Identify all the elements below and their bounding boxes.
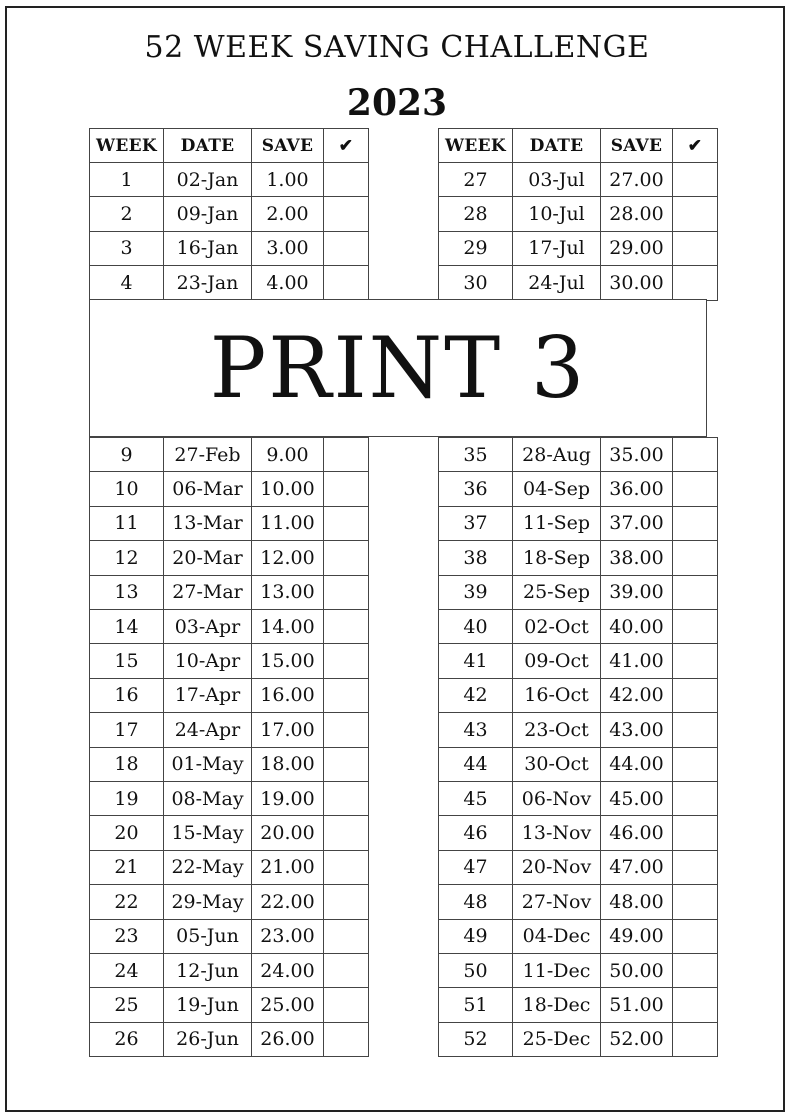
right-row-week: 40 — [438, 609, 513, 644]
left-row-save: 15.00 — [251, 643, 324, 678]
left-row-save: 20.00 — [251, 815, 324, 850]
right-row-date: 25-Dec — [512, 1022, 601, 1057]
right-row-checkbox[interactable] — [672, 884, 718, 919]
right-row-save: 40.00 — [600, 609, 673, 644]
right-row-save: 29.00 — [600, 231, 673, 266]
right-row-save: 50.00 — [600, 953, 673, 988]
right-row-date: 30-Oct — [512, 747, 601, 782]
right-row-checkbox[interactable] — [672, 437, 718, 472]
left-row-date: 10-Apr — [163, 643, 252, 678]
right-row-date: 09-Oct — [512, 643, 601, 678]
left-row-date: 06-Mar — [163, 471, 252, 506]
left-row-date: 16-Jan — [163, 231, 252, 266]
right-row-checkbox[interactable] — [672, 815, 718, 850]
right-row-checkbox[interactable] — [672, 575, 718, 610]
right-row-save: 44.00 — [600, 747, 673, 782]
right-header-week: WEEK — [438, 128, 513, 163]
left-row-week: 24 — [89, 953, 164, 988]
left-row-save: 12.00 — [251, 540, 324, 575]
right-row-date: 03-Jul — [512, 162, 601, 197]
left-row-date: 13-Mar — [163, 506, 252, 541]
left-row-week: 19 — [89, 781, 164, 816]
left-row-save: 21.00 — [251, 850, 324, 885]
left-header-week: WEEK — [89, 128, 164, 163]
right-row-date: 13-Nov — [512, 815, 601, 850]
right-row-checkbox[interactable] — [672, 643, 718, 678]
left-row-checkbox[interactable] — [323, 196, 369, 231]
right-row-date: 02-Oct — [512, 609, 601, 644]
left-row-date: 27-Feb — [163, 437, 252, 472]
left-row-week: 16 — [89, 678, 164, 713]
right-row-save: 30.00 — [600, 265, 673, 300]
left-row-save: 17.00 — [251, 712, 324, 747]
right-row-save: 45.00 — [600, 781, 673, 816]
left-row-checkbox[interactable] — [323, 471, 369, 506]
left-row-date: 02-Jan — [163, 162, 252, 197]
left-header-date: DATE — [163, 128, 252, 163]
left-row-date: 19-Jun — [163, 987, 252, 1022]
left-row-date: 20-Mar — [163, 540, 252, 575]
left-row-checkbox[interactable] — [323, 987, 369, 1022]
right-row-save: 27.00 — [600, 162, 673, 197]
left-row-week: 4 — [89, 265, 164, 300]
right-row-week: 29 — [438, 231, 513, 266]
right-row-date: 28-Aug — [512, 437, 601, 472]
right-row-week: 46 — [438, 815, 513, 850]
left-row-save: 22.00 — [251, 884, 324, 919]
left-row-checkbox[interactable] — [323, 781, 369, 816]
right-row-week: 35 — [438, 437, 513, 472]
right-row-date: 17-Jul — [512, 231, 601, 266]
left-row-save: 23.00 — [251, 919, 324, 954]
left-row-date: 15-May — [163, 815, 252, 850]
right-row-checkbox[interactable] — [672, 987, 718, 1022]
right-row-checkbox[interactable] — [672, 781, 718, 816]
right-row-week: 49 — [438, 919, 513, 954]
right-row-save: 48.00 — [600, 884, 673, 919]
left-row-date: 29-May — [163, 884, 252, 919]
left-row-checkbox[interactable] — [323, 643, 369, 678]
right-row-checkbox[interactable] — [672, 265, 718, 300]
right-row-save: 35.00 — [600, 437, 673, 472]
right-row-week: 41 — [438, 643, 513, 678]
left-row-save: 2.00 — [251, 196, 324, 231]
left-row-save: 3.00 — [251, 231, 324, 266]
left-row-date: 17-Apr — [163, 678, 252, 713]
right-row-date: 24-Jul — [512, 265, 601, 300]
right-row-date: 04-Dec — [512, 919, 601, 954]
left-row-week: 9 — [89, 437, 164, 472]
left-row-week: 2 — [89, 196, 164, 231]
right-header-date: DATE — [512, 128, 601, 163]
left-row-save: 14.00 — [251, 609, 324, 644]
left-row-week: 20 — [89, 815, 164, 850]
left-row-week: 14 — [89, 609, 164, 644]
left-row-week: 18 — [89, 747, 164, 782]
right-row-week: 37 — [438, 506, 513, 541]
left-row-checkbox[interactable] — [323, 540, 369, 575]
right-row-save: 47.00 — [600, 850, 673, 885]
right-row-week: 27 — [438, 162, 513, 197]
right-row-date: 25-Sep — [512, 575, 601, 610]
print-banner: PRINT 3 — [89, 299, 707, 437]
left-row-checkbox[interactable] — [323, 884, 369, 919]
left-row-checkbox[interactable] — [323, 437, 369, 472]
right-row-week: 48 — [438, 884, 513, 919]
left-row-checkbox[interactable] — [323, 712, 369, 747]
left-row-save: 11.00 — [251, 506, 324, 541]
left-row-week: 11 — [89, 506, 164, 541]
right-row-save: 42.00 — [600, 678, 673, 713]
right-row-date: 10-Jul — [512, 196, 601, 231]
left-row-save: 18.00 — [251, 747, 324, 782]
left-row-save: 13.00 — [251, 575, 324, 610]
right-row-date: 16-Oct — [512, 678, 601, 713]
right-row-week: 39 — [438, 575, 513, 610]
left-row-date: 23-Jan — [163, 265, 252, 300]
right-row-date: 06-Nov — [512, 781, 601, 816]
left-row-date: 24-Apr — [163, 712, 252, 747]
left-row-save: 24.00 — [251, 953, 324, 988]
left-row-checkbox[interactable] — [323, 953, 369, 988]
year-heading: 2023 — [346, 82, 448, 124]
left-row-date: 22-May — [163, 850, 252, 885]
left-row-checkbox[interactable] — [323, 162, 369, 197]
right-row-save: 43.00 — [600, 712, 673, 747]
left-row-date: 08-May — [163, 781, 252, 816]
left-row-week: 13 — [89, 575, 164, 610]
right-row-date: 23-Oct — [512, 712, 601, 747]
left-row-week: 3 — [89, 231, 164, 266]
right-row-week: 36 — [438, 471, 513, 506]
left-row-checkbox[interactable] — [323, 265, 369, 300]
right-row-save: 46.00 — [600, 815, 673, 850]
right-row-checkbox[interactable] — [672, 609, 718, 644]
right-row-week: 51 — [438, 987, 513, 1022]
right-row-checkbox[interactable] — [672, 506, 718, 541]
right-row-checkbox[interactable] — [672, 919, 718, 954]
left-row-week: 12 — [89, 540, 164, 575]
right-row-week: 28 — [438, 196, 513, 231]
right-row-save: 36.00 — [600, 471, 673, 506]
left-row-date: 05-Jun — [163, 919, 252, 954]
left-row-save: 9.00 — [251, 437, 324, 472]
left-row-checkbox[interactable] — [323, 231, 369, 266]
left-row-save: 25.00 — [251, 987, 324, 1022]
left-row-checkbox[interactable] — [323, 919, 369, 954]
right-row-save: 52.00 — [600, 1022, 673, 1057]
right-row-week: 42 — [438, 678, 513, 713]
left-row-save: 26.00 — [251, 1022, 324, 1057]
right-row-checkbox[interactable] — [672, 196, 718, 231]
right-row-date: 11-Sep — [512, 506, 601, 541]
left-row-week: 26 — [89, 1022, 164, 1057]
left-row-save: 4.00 — [251, 265, 324, 300]
right-header-check: ✔ — [672, 128, 718, 163]
left-row-week: 21 — [89, 850, 164, 885]
right-row-checkbox[interactable] — [672, 747, 718, 782]
right-row-date: 20-Nov — [512, 850, 601, 885]
right-row-week: 30 — [438, 265, 513, 300]
left-row-checkbox[interactable] — [323, 1022, 369, 1057]
right-row-date: 27-Nov — [512, 884, 601, 919]
right-row-week: 47 — [438, 850, 513, 885]
left-row-checkbox[interactable] — [323, 609, 369, 644]
right-row-checkbox[interactable] — [672, 678, 718, 713]
right-row-checkbox[interactable] — [672, 1022, 718, 1057]
left-header-check: ✔ — [323, 128, 369, 163]
right-row-week: 45 — [438, 781, 513, 816]
right-row-save: 51.00 — [600, 987, 673, 1022]
left-row-week: 23 — [89, 919, 164, 954]
right-row-save: 39.00 — [600, 575, 673, 610]
right-row-checkbox[interactable] — [672, 850, 718, 885]
left-row-date: 03-Apr — [163, 609, 252, 644]
right-row-checkbox[interactable] — [672, 231, 718, 266]
left-row-save: 1.00 — [251, 162, 324, 197]
left-row-week: 10 — [89, 471, 164, 506]
right-row-week: 43 — [438, 712, 513, 747]
right-row-checkbox[interactable] — [672, 953, 718, 988]
left-row-week: 22 — [89, 884, 164, 919]
right-row-date: 11-Dec — [512, 953, 601, 988]
left-row-checkbox[interactable] — [323, 815, 369, 850]
left-row-checkbox[interactable] — [323, 747, 369, 782]
right-row-checkbox[interactable] — [672, 712, 718, 747]
right-header-save: SAVE — [600, 128, 673, 163]
left-row-save: 10.00 — [251, 471, 324, 506]
left-row-checkbox[interactable] — [323, 506, 369, 541]
left-row-checkbox[interactable] — [323, 678, 369, 713]
right-row-date: 04-Sep — [512, 471, 601, 506]
right-row-week: 38 — [438, 540, 513, 575]
left-row-week: 1 — [89, 162, 164, 197]
right-row-save: 38.00 — [600, 540, 673, 575]
right-row-checkbox[interactable] — [672, 540, 718, 575]
page-title: 52 WEEK SAVING CHALLENGE — [144, 30, 650, 65]
right-row-date: 18-Sep — [512, 540, 601, 575]
right-row-checkbox[interactable] — [672, 162, 718, 197]
left-row-checkbox[interactable] — [323, 575, 369, 610]
left-row-date: 09-Jan — [163, 196, 252, 231]
left-row-save: 19.00 — [251, 781, 324, 816]
left-row-date: 26-Jun — [163, 1022, 252, 1057]
right-row-checkbox[interactable] — [672, 471, 718, 506]
left-header-save: SAVE — [251, 128, 324, 163]
right-row-date: 18-Dec — [512, 987, 601, 1022]
right-row-save: 49.00 — [600, 919, 673, 954]
right-row-week: 50 — [438, 953, 513, 988]
right-row-save: 41.00 — [600, 643, 673, 678]
left-row-week: 15 — [89, 643, 164, 678]
left-row-week: 25 — [89, 987, 164, 1022]
right-row-save: 37.00 — [600, 506, 673, 541]
left-row-checkbox[interactable] — [323, 850, 369, 885]
left-row-save: 16.00 — [251, 678, 324, 713]
right-row-save: 28.00 — [600, 196, 673, 231]
right-row-week: 44 — [438, 747, 513, 782]
left-row-date: 12-Jun — [163, 953, 252, 988]
right-row-week: 52 — [438, 1022, 513, 1057]
left-row-date: 27-Mar — [163, 575, 252, 610]
left-row-week: 17 — [89, 712, 164, 747]
left-row-date: 01-May — [163, 747, 252, 782]
